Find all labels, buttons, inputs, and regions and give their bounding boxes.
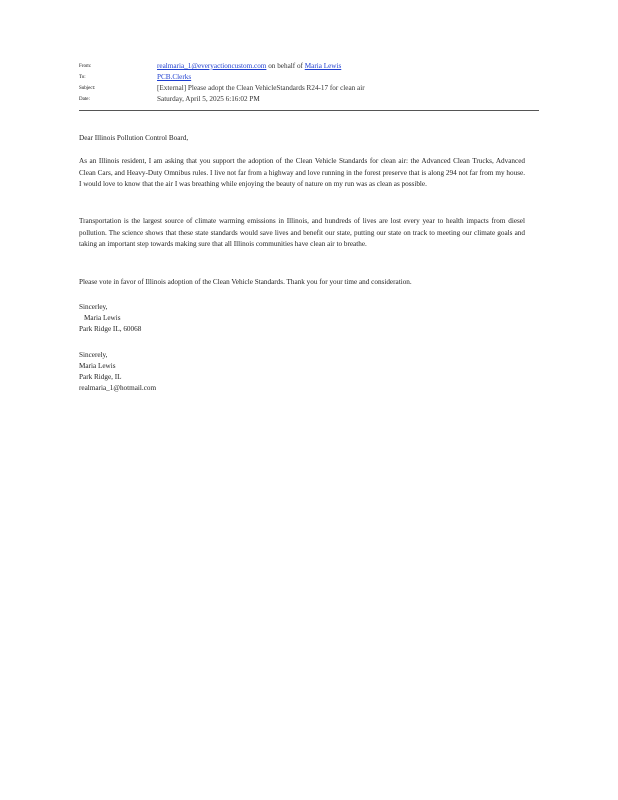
from-label: From: [79, 64, 92, 69]
paragraph-1: As an Illinois resident, I am asking that you support the adoption of the Clean Vehicle Standards for clean air: the Advanced Clean Trucks, Advanced Clean Cars, and Heavy-Duty Omnibus rules. I live not far from a highway and love running in the forest preserve that is along 294 not far from my house. I would love to know that the air I was breathing while enjoying the beauty of nature on my run was as clean as possible. [79, 157, 525, 188]
to-link[interactable]: PCB.Clerks [157, 73, 192, 81]
subject-label: Subject: [79, 86, 96, 91]
signature-2-closing: Sincerely, [79, 351, 108, 359]
signature-2-email: realmaria_1@hotmail.com [79, 384, 157, 392]
to-label: To: [79, 75, 86, 80]
from-email-link[interactable]: realmaria_1@everyactioncustom.com [157, 62, 267, 70]
signature-2-name: Maria Lewis [79, 362, 116, 370]
subject-value: [External] Please adopt the Clean VehicleStandards R24-17 for clean air [157, 84, 365, 92]
paragraph-3: Please vote in favor of Illinois adoption of the Clean Vehicle Standards. Thank you for your time and consideration. [79, 278, 412, 286]
signature-2-location: Park Ridge, IL [79, 373, 122, 381]
from-middle-text: on behalf of [266, 62, 305, 70]
signature-1-closing: Sincerley, [79, 303, 108, 311]
date-value: Saturday, April 5, 2025 6:16:02 PM [157, 95, 260, 103]
subject-row [79, 83, 539, 94]
signature-1-name: Maria Lewis [84, 314, 121, 322]
from-value [157, 61, 341, 72]
signature-1-location: Park Ridge IL, 60068 [79, 325, 142, 333]
date-row [79, 94, 539, 105]
from-row [79, 61, 539, 72]
header-divider [79, 110, 539, 111]
paragraph-2: Transportation is the largest source of climate warming emissions in Illinois, and hundreds of lives are lost every year to health impacts from diesel pollution. The science shows that these state standards would save lives and benefit our state, putting our state on track to meeting our climate goals and taking an important step towards making sure that all Illinois communities have clean air to breathe. [79, 217, 525, 248]
to-row [79, 72, 539, 83]
salutation: Dear Illinois Pollution Control Board, [79, 134, 189, 142]
date-label: Date: [79, 97, 90, 102]
from-name-link[interactable]: Maria Lewis [304, 62, 342, 70]
